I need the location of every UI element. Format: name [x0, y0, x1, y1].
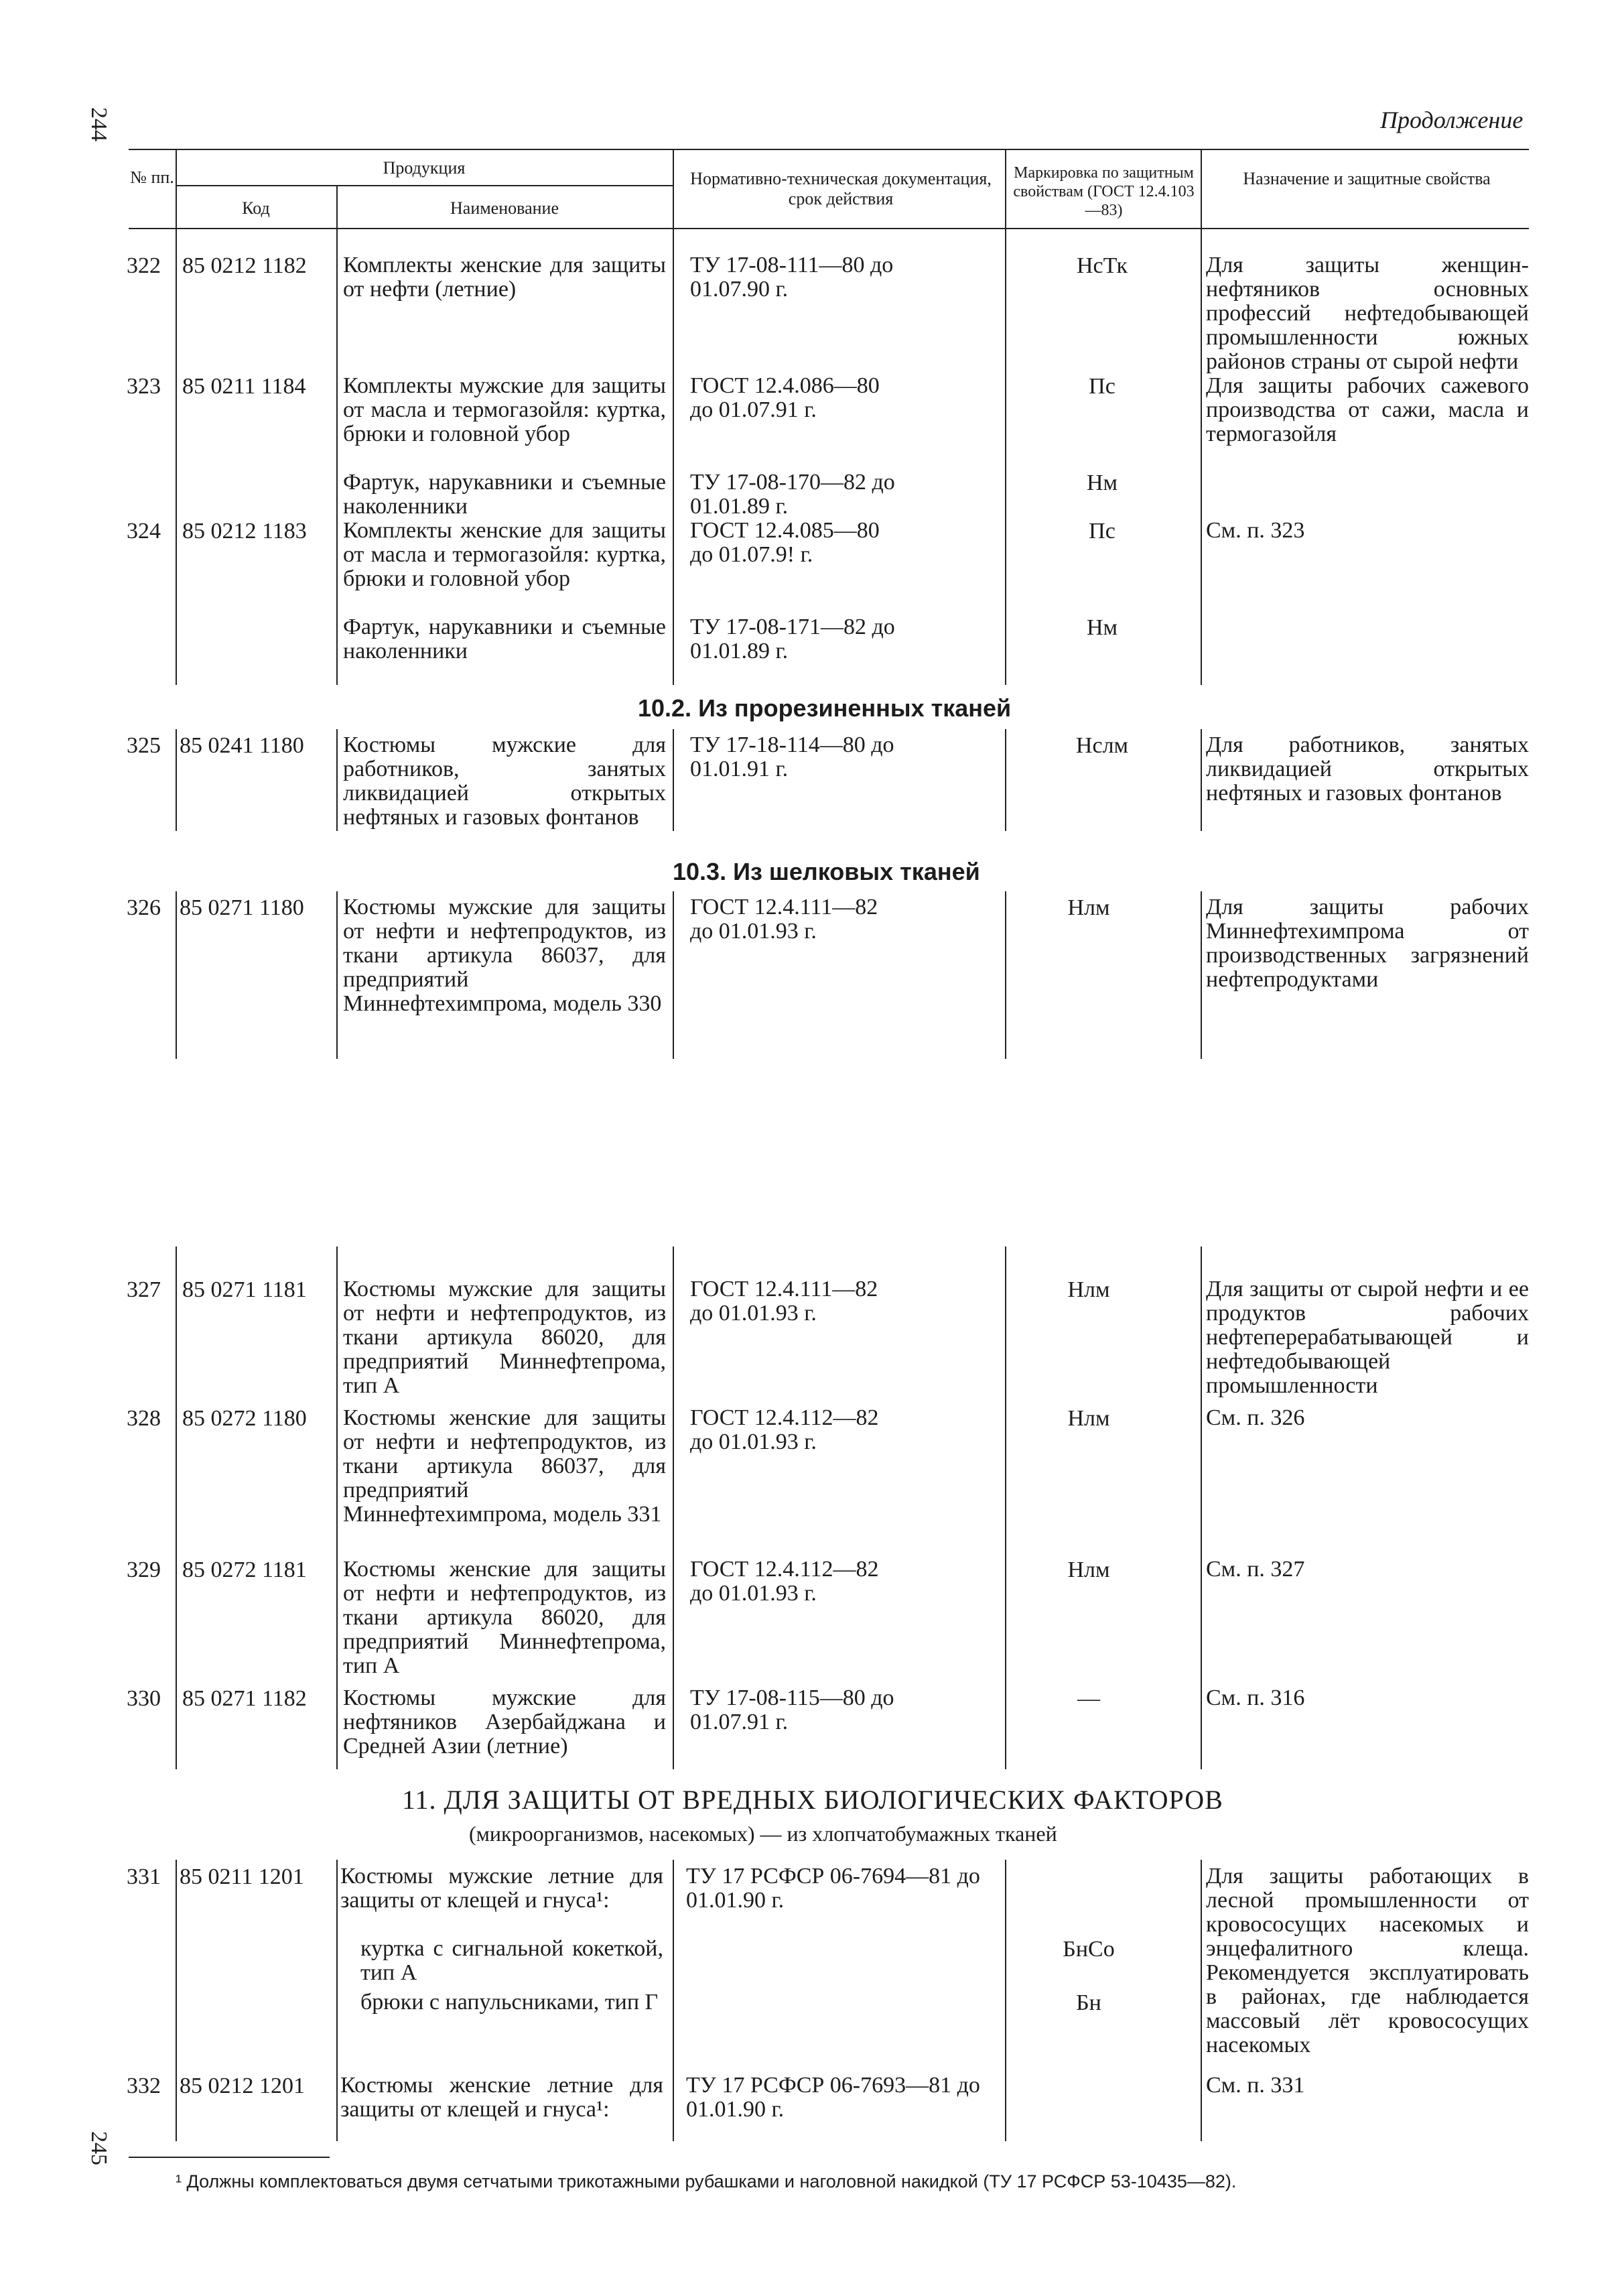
footnote: ¹ Должны комплектоваться двумя сетчатыми трикотажными рубашками и наголовной накидкой (ТУ 17 РСФСР 53-10435—82). [176, 2171, 1237, 2191]
row-323b-mark: Нм [1086, 470, 1118, 495]
row-331-jacket-name: куртка с сигнальной кокеткой, тип А [360, 1936, 663, 1985]
row-328-code: 85 0272 1180 [182, 1406, 307, 1431]
row-324-name: Комплекты женские для защиты от масла и термогазойля: куртка, брюки и головной убор [343, 518, 666, 591]
row-324-num: 324 [127, 519, 161, 544]
header-code: Код [242, 198, 270, 218]
bottom-page-number: 245 [86, 2131, 111, 2165]
row-326-purpose: Для защиты рабочих Миннефтехимпрома от производственных загрязнений нефтепродуктами [1206, 895, 1529, 992]
header-norm-doc: Нормативно-техническая документация, срок действия [690, 169, 992, 208]
row-332-purpose: См. п. 331 [1206, 2073, 1305, 2098]
row-324b-name: Фартук, нарукавники и съемные наколенники [343, 615, 666, 663]
row-325-name: Костюмы мужские для работников, занятых ликвидацией открытых нефтяных и газовых фонтанов [343, 732, 666, 830]
row-329-doc: ГОСТ 12.4.112—82 до 01.01.93 г. [690, 1557, 879, 1606]
row-330-num: 330 [127, 1686, 161, 1711]
row-324b-doc: ТУ 17-08-171—82 до 01.01.89 г. [690, 615, 895, 663]
row-326-mark: Нлм [1067, 895, 1110, 920]
row-327-doc: ГОСТ 12.4.111—82 до 01.01.93 г. [690, 1277, 878, 1326]
row-328-num: 328 [127, 1406, 161, 1431]
row-329-name: Костюмы женские для защиты от нефти и нефтепродуктов, из ткани артикула 86020, для предприятий Миннефтепрома, тип А [343, 1557, 666, 1678]
row-322-num: 322 [127, 253, 161, 278]
row-329-purpose: См. п. 327 [1206, 1557, 1305, 1582]
row-325-num: 325 [127, 733, 161, 758]
row-331-purpose: Для защиты работающих в лесной промышленности от кровососущих насекомых и энцефалитного клеща. Рекомендуется эксплуатировать в районах, где наблюдается массовый лёт кровососущих насекомых [1206, 1864, 1529, 2057]
left-page-number: 244 [86, 107, 111, 141]
row-323b-name: Фартук, нарукавники и съемные наколенники [343, 470, 666, 519]
row-326-name: Костюмы мужские для защиты от нефти и нефтепродуктов, из ткани артикула 86037, для предприятий Миннефтехимпрома, модель 330 [343, 895, 666, 1016]
row-323-num: 323 [127, 374, 161, 399]
row-325-mark: Нслм [1075, 733, 1129, 758]
header-product: Продукция [383, 158, 466, 178]
row-331-trousers-mark: Бн [1076, 1990, 1101, 2015]
row-323-name: Комплекты мужские для защиты от масла и термогазойля: куртка, брюки и головной убор [343, 373, 666, 446]
row-332-code: 85 0212 1201 [180, 2074, 305, 2098]
row-332-num: 332 [127, 2074, 161, 2098]
row-325-purpose: Для работников, занятых ликвидацией открытых нефтяных и газовых фонтанов [1206, 732, 1529, 806]
row-326-code: 85 0271 1180 [180, 895, 304, 920]
header-top-rule [129, 149, 1529, 150]
row-323b-doc: ТУ 17-08-170—82 до 01.01.89 г. [690, 470, 895, 519]
row-332-doc: ТУ 17 РСФСР 06-7693—81 до 01.01.90 г. [686, 2073, 980, 2122]
row-330-name: Костюмы мужские для нефтяников Азербайджана и Средней Азии (летние) [343, 1685, 666, 1759]
row-323-mark: Пс [1089, 374, 1116, 399]
row-332-name: Костюмы женские летние для защиты от клещей и гнуса¹: [340, 2073, 663, 2122]
section-10-3-title: 10.3. Из шелковых тканей [673, 858, 980, 885]
row-329-num: 329 [127, 1557, 161, 1582]
header-marking: Маркировка по защитным свойствам (ГОСТ 12.4.103—83) [1013, 164, 1195, 219]
row-331-trousers-name: брюки с напульсниками, тип Г [360, 1990, 659, 2015]
row-323-doc: ГОСТ 12.4.086—80 до 01.07.91 г. [690, 373, 880, 422]
row-324-purpose: См. п. 323 [1206, 518, 1305, 543]
row-322-purpose: Для защиты женщин-нефтяников основных профессий нефтедобывающей промышленности южных районов страны от сырой нефти [1206, 253, 1529, 374]
row-331-jacket-mark: БнСо [1063, 1937, 1115, 1962]
row-330-purpose: См. п. 316 [1206, 1685, 1305, 1710]
row-322-name: Комплекты женские для защиты от нефти (летние) [343, 253, 666, 302]
header-purpose: Назначение и защитные свойства [1243, 169, 1491, 188]
row-327-purpose: Для защиты от сырой нефти и ее продуктов рабочих нефтеперерабатывающей и нефтедобывающей промышленности [1206, 1277, 1529, 1398]
row-329-code: 85 0272 1181 [182, 1557, 307, 1582]
row-327-name: Костюмы мужские для защиты от нефти и нефтепродуктов, из ткани артикула 86020, для предприятий Миннефтепрома, тип А [343, 1277, 666, 1398]
row-328-mark: Нлм [1067, 1406, 1110, 1431]
row-330-code: 85 0271 1182 [182, 1686, 307, 1711]
row-322-mark: НсТк [1076, 253, 1128, 278]
row-326-num: 326 [127, 895, 161, 920]
row-322-code: 85 0212 1182 [182, 253, 307, 278]
row-325-code: 85 0241 1180 [180, 733, 304, 758]
row-330-mark: — [1077, 1686, 1100, 1711]
row-323-purpose: Для защиты рабочих сажевого производства от сажи, масла и термогазойля [1206, 373, 1529, 446]
row-331-doc: ТУ 17 РСФСР 06-7694—81 до 01.01.90 г. [686, 1864, 980, 1913]
row-331-code: 85 0211 1201 [180, 1864, 304, 1889]
header-num: № пп. [130, 168, 174, 187]
row-325-doc: ТУ 17-18-114—80 до 01.01.91 г. [690, 732, 894, 781]
section-10-2-title: 10.2. Из прорезиненных тканей [638, 694, 1012, 722]
row-324b-mark: Нм [1086, 615, 1118, 640]
row-328-name: Костюмы женские для защиты от нефти и нефтепродуктов, из ткани артикула 86037, для предприятий Миннефтехимпрома, модель 331 [343, 1405, 666, 1527]
row-322-doc: ТУ 17-08-111—80 до 01.07.90 г. [690, 253, 894, 302]
row-331-name: Костюмы мужские летние для защиты от клещей и гнуса¹: [340, 1864, 663, 1913]
row-329-mark: Нлм [1067, 1557, 1110, 1582]
row-327-mark: Нлм [1067, 1277, 1110, 1302]
continuation-label: Продолжение [1380, 107, 1524, 133]
footnote-rule [129, 2157, 330, 2158]
header-name: Наименование [450, 198, 559, 218]
row-330-doc: ТУ 17-08-115—80 до 01.07.91 г. [690, 1685, 894, 1734]
row-331-num: 331 [127, 1864, 161, 1889]
section-11-title: 11. ДЛЯ ЗАЩИТЫ ОТ ВРЕДНЫХ БИОЛОГИЧЕСКИХ ФАКТОРОВ [402, 1785, 1223, 1815]
header-bottom-rule [129, 228, 1529, 229]
row-328-purpose: См. п. 326 [1206, 1405, 1305, 1430]
row-324-doc: ГОСТ 12.4.085—80 до 01.07.9! г. [690, 518, 880, 567]
row-324-code: 85 0212 1183 [182, 519, 307, 544]
row-327-num: 327 [127, 1277, 161, 1302]
row-327-code: 85 0271 1181 [182, 1277, 307, 1302]
header-product-rule [176, 185, 673, 186]
row-326-doc: ГОСТ 12.4.111—82 до 01.01.93 г. [690, 895, 878, 944]
row-323-code: 85 0211 1184 [182, 374, 306, 399]
row-328-doc: ГОСТ 12.4.112—82 до 01.01.93 г. [690, 1405, 879, 1454]
row-324-mark: Пс [1089, 519, 1116, 544]
section-11-subtitle: (микроорганизмов, насекомых) — из хлопчатобумажных тканей [469, 1822, 1057, 1846]
